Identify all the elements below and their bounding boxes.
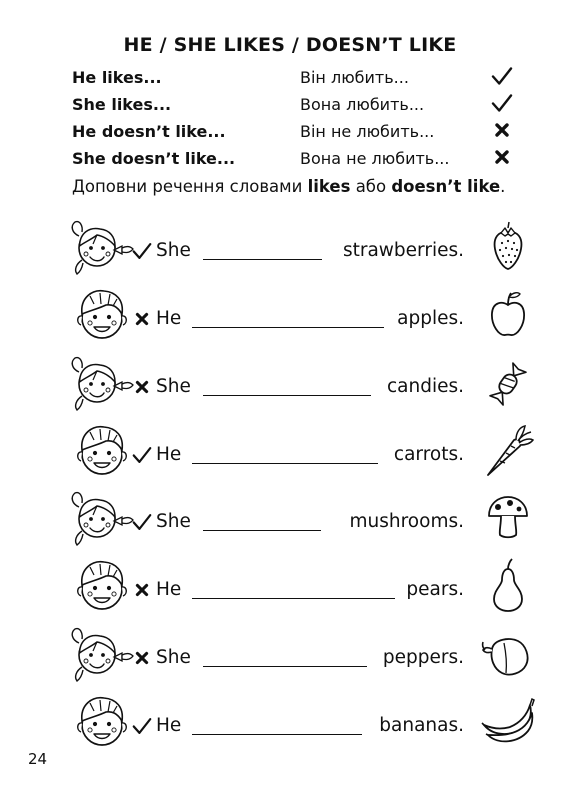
candy-icon (480, 354, 536, 410)
phrase-row-he-doesnt-like (0, 122, 580, 146)
answer-blank[interactable] (192, 327, 384, 328)
pronoun: She (156, 647, 191, 668)
instruction-text: або (350, 177, 392, 196)
exercise-row (0, 555, 580, 623)
check-icon (131, 240, 153, 262)
noun: carrots. (393, 444, 464, 465)
answer-blank[interactable] (203, 395, 371, 396)
exercise-row (0, 691, 580, 759)
girl-face-icon (70, 623, 136, 685)
noun: peppers. (382, 647, 464, 668)
check-icon (131, 511, 153, 533)
banana-icon (480, 693, 536, 749)
noun: mushrooms. (349, 511, 464, 532)
exercise-row (0, 420, 580, 488)
cross-icon (490, 145, 514, 169)
cross-icon (131, 376, 153, 398)
pronoun: She (156, 511, 191, 532)
boy-face-icon (70, 284, 136, 346)
instruction (72, 177, 505, 196)
cross-icon (131, 308, 153, 330)
check-icon (490, 91, 514, 115)
instruction-text: . (500, 177, 506, 196)
girl-face-icon (70, 487, 136, 549)
noun: bananas. (379, 715, 464, 736)
girl-face-icon (70, 352, 136, 414)
phrase-ukrainian: Він не любить... (300, 122, 435, 141)
cross-icon (490, 118, 514, 142)
pronoun: He (156, 444, 182, 465)
pear-icon (480, 557, 536, 613)
strawberry-icon (480, 218, 536, 274)
phrase-english: He doesn’t like... (72, 122, 226, 141)
exercise-row (0, 487, 580, 555)
exercise-row (0, 623, 580, 691)
phrase-english: She doesn’t like... (72, 149, 236, 168)
phrase-ukrainian: Вона любить... (300, 95, 425, 114)
mushroom-icon (480, 489, 536, 545)
pronoun: He (156, 579, 182, 600)
noun: apples. (397, 308, 464, 329)
exercise-row (0, 216, 580, 284)
check-icon (490, 64, 514, 88)
noun: strawberries. (342, 240, 464, 261)
apple-icon (480, 286, 536, 342)
check-icon (131, 715, 153, 737)
phrase-row-she-likes (0, 95, 580, 119)
pronoun: She (156, 376, 191, 397)
boy-face-icon (70, 691, 136, 753)
phrase-english: She likes... (72, 95, 172, 114)
carrot-icon (480, 422, 536, 478)
answer-blank[interactable] (203, 530, 321, 531)
pronoun: He (156, 308, 182, 329)
answer-blank[interactable] (192, 734, 362, 735)
phrase-row-he-likes (0, 68, 580, 92)
pepper-icon (480, 625, 536, 681)
phrase-row-she-doesnt-like (0, 149, 580, 173)
answer-blank[interactable] (192, 463, 378, 464)
page-number: 24 (28, 750, 48, 768)
check-icon (131, 444, 153, 466)
answer-blank[interactable] (203, 666, 367, 667)
exercise-row (0, 352, 580, 420)
noun: candies. (386, 376, 464, 397)
page-title: HE / SHE LIKES / DOESN’T LIKE (123, 34, 457, 56)
boy-face-icon (70, 555, 136, 617)
noun: pears. (406, 579, 464, 600)
instruction-text: Доповни речення словами (72, 177, 308, 196)
cross-icon (131, 579, 153, 601)
boy-face-icon (70, 420, 136, 482)
phrase-ukrainian: Вона не любить... (300, 149, 450, 168)
answer-blank[interactable] (203, 259, 322, 260)
answer-blank[interactable] (192, 598, 395, 599)
cross-icon (131, 647, 153, 669)
instruction-keyword-doesnt-like: doesn’t like (391, 177, 501, 196)
exercise-row (0, 284, 580, 352)
girl-face-icon (70, 216, 136, 278)
instruction-keyword-likes: likes (307, 177, 351, 196)
phrase-ukrainian: Він любить... (300, 68, 409, 87)
phrase-english: He likes... (72, 68, 162, 87)
pronoun: He (156, 715, 182, 736)
pronoun: She (156, 240, 191, 261)
